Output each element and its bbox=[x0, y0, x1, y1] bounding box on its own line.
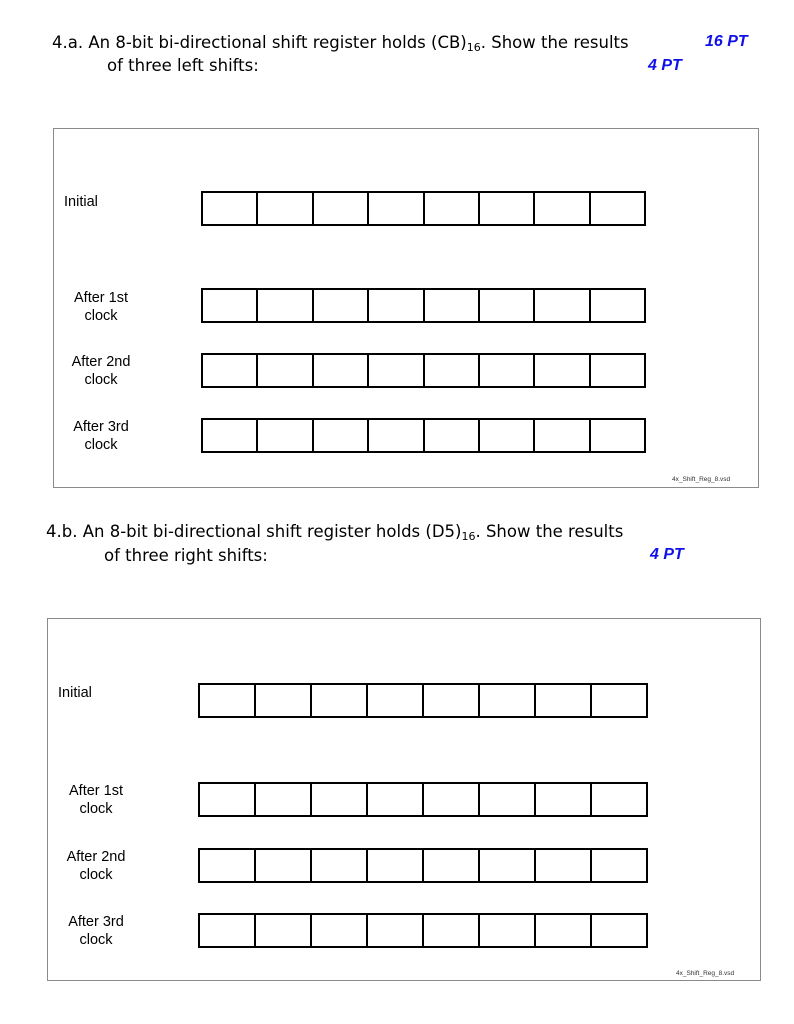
bit-cell[interactable] bbox=[368, 850, 424, 881]
bit-cell[interactable] bbox=[256, 784, 312, 815]
question-4a-line1: 4.a. An 8-bit bi-directional shift register holds $(CB)_{16}$. Show the results bbox=[52, 33, 629, 54]
bit-cell[interactable] bbox=[592, 784, 646, 815]
register-4b-after-2nd[interactable] bbox=[198, 848, 648, 883]
bit-cell[interactable] bbox=[200, 685, 256, 716]
bit-cell[interactable] bbox=[312, 915, 368, 946]
bit-cell[interactable] bbox=[424, 784, 480, 815]
bit-cell[interactable] bbox=[369, 193, 424, 224]
bit-cell[interactable] bbox=[312, 850, 368, 881]
question-4a-points: 4 PT bbox=[648, 57, 682, 74]
bit-cell[interactable] bbox=[258, 290, 313, 321]
bit-cell[interactable] bbox=[312, 784, 368, 815]
register-4b-after-3rd[interactable] bbox=[198, 913, 648, 948]
bit-cell[interactable] bbox=[314, 420, 369, 451]
bit-cell[interactable] bbox=[368, 784, 424, 815]
bit-cell[interactable] bbox=[536, 685, 592, 716]
bit-cell[interactable] bbox=[256, 850, 312, 881]
bit-cell[interactable] bbox=[535, 355, 590, 386]
bit-cell[interactable] bbox=[312, 685, 368, 716]
bit-cell[interactable] bbox=[369, 290, 424, 321]
question-4b-line2: of three right shifts: bbox=[104, 546, 268, 565]
bit-cell[interactable] bbox=[256, 915, 312, 946]
bit-cell[interactable] bbox=[536, 915, 592, 946]
register-4a-after-3rd[interactable] bbox=[201, 418, 646, 453]
question-4a-line2: of three left shifts: bbox=[107, 56, 259, 75]
bit-cell[interactable] bbox=[425, 420, 480, 451]
register-4a-after-1st[interactable] bbox=[201, 288, 646, 323]
bit-cell[interactable] bbox=[535, 290, 590, 321]
bit-cell[interactable] bbox=[368, 685, 424, 716]
bit-cell[interactable] bbox=[425, 193, 480, 224]
bit-cell[interactable] bbox=[314, 355, 369, 386]
bit-cell[interactable] bbox=[480, 290, 535, 321]
bit-cell[interactable] bbox=[424, 850, 480, 881]
question-4b-line1: 4.b. An 8-bit bi-directional shift register holds $(D5)_{16}$. Show the results bbox=[46, 522, 624, 543]
bit-cell[interactable] bbox=[425, 355, 480, 386]
register-4b-initial[interactable] bbox=[198, 683, 648, 718]
bit-cell[interactable] bbox=[535, 193, 590, 224]
bit-cell[interactable] bbox=[592, 850, 646, 881]
register-4a-initial[interactable] bbox=[201, 191, 646, 226]
bit-cell[interactable] bbox=[480, 685, 536, 716]
bit-cell[interactable] bbox=[200, 784, 256, 815]
bit-cell[interactable] bbox=[425, 290, 480, 321]
row-label-after-1st: After 1st clock bbox=[69, 783, 123, 817]
bit-cell[interactable] bbox=[203, 355, 258, 386]
bit-cell[interactable] bbox=[480, 850, 536, 881]
bit-cell[interactable] bbox=[203, 420, 258, 451]
bit-cell[interactable] bbox=[368, 915, 424, 946]
bit-cell[interactable] bbox=[535, 420, 590, 451]
bit-cell[interactable] bbox=[200, 850, 256, 881]
row-label-after-2nd: After 2nd clock bbox=[71, 354, 131, 388]
row-label-after-1st: After 1st clock bbox=[74, 290, 128, 324]
bit-cell[interactable] bbox=[480, 355, 535, 386]
bit-cell[interactable] bbox=[592, 915, 646, 946]
bit-cell[interactable] bbox=[369, 420, 424, 451]
bit-cell[interactable] bbox=[256, 685, 312, 716]
bit-cell[interactable] bbox=[536, 784, 592, 815]
bit-cell[interactable] bbox=[591, 420, 644, 451]
bit-cell[interactable] bbox=[536, 850, 592, 881]
bit-cell[interactable] bbox=[200, 915, 256, 946]
row-label-after-3rd: After 3rd clock bbox=[73, 419, 129, 453]
question-4-total-points: 16 PT bbox=[705, 33, 748, 50]
bit-cell[interactable] bbox=[424, 915, 480, 946]
bit-cell[interactable] bbox=[203, 193, 258, 224]
bit-cell[interactable] bbox=[591, 290, 644, 321]
bit-cell[interactable] bbox=[369, 355, 424, 386]
bit-cell[interactable] bbox=[480, 784, 536, 815]
bit-cell[interactable] bbox=[480, 420, 535, 451]
register-4a-after-2nd[interactable] bbox=[201, 353, 646, 388]
diagram-file-name: 4x_Shift_Reg_8.vsd bbox=[672, 476, 731, 483]
bit-cell[interactable] bbox=[424, 685, 480, 716]
question-4b-points: 4 PT bbox=[650, 546, 684, 563]
row-label-initial: Initial bbox=[64, 194, 98, 210]
bit-cell[interactable] bbox=[314, 193, 369, 224]
bit-cell[interactable] bbox=[480, 193, 535, 224]
row-label-after-3rd: After 3rd clock bbox=[68, 914, 124, 948]
bit-cell[interactable] bbox=[591, 193, 644, 224]
bit-cell[interactable] bbox=[314, 290, 369, 321]
bit-cell[interactable] bbox=[592, 685, 646, 716]
bit-cell[interactable] bbox=[591, 355, 644, 386]
bit-cell[interactable] bbox=[258, 420, 313, 451]
register-4b-after-1st[interactable] bbox=[198, 782, 648, 817]
bit-cell[interactable] bbox=[480, 915, 536, 946]
row-label-after-2nd: After 2nd clock bbox=[66, 849, 126, 883]
bit-cell[interactable] bbox=[258, 355, 313, 386]
row-label-initial: Initial bbox=[58, 685, 92, 701]
bit-cell[interactable] bbox=[203, 290, 258, 321]
bit-cell[interactable] bbox=[258, 193, 313, 224]
diagram-file-name: 4x_Shift_Reg_8.vsd bbox=[676, 970, 735, 977]
